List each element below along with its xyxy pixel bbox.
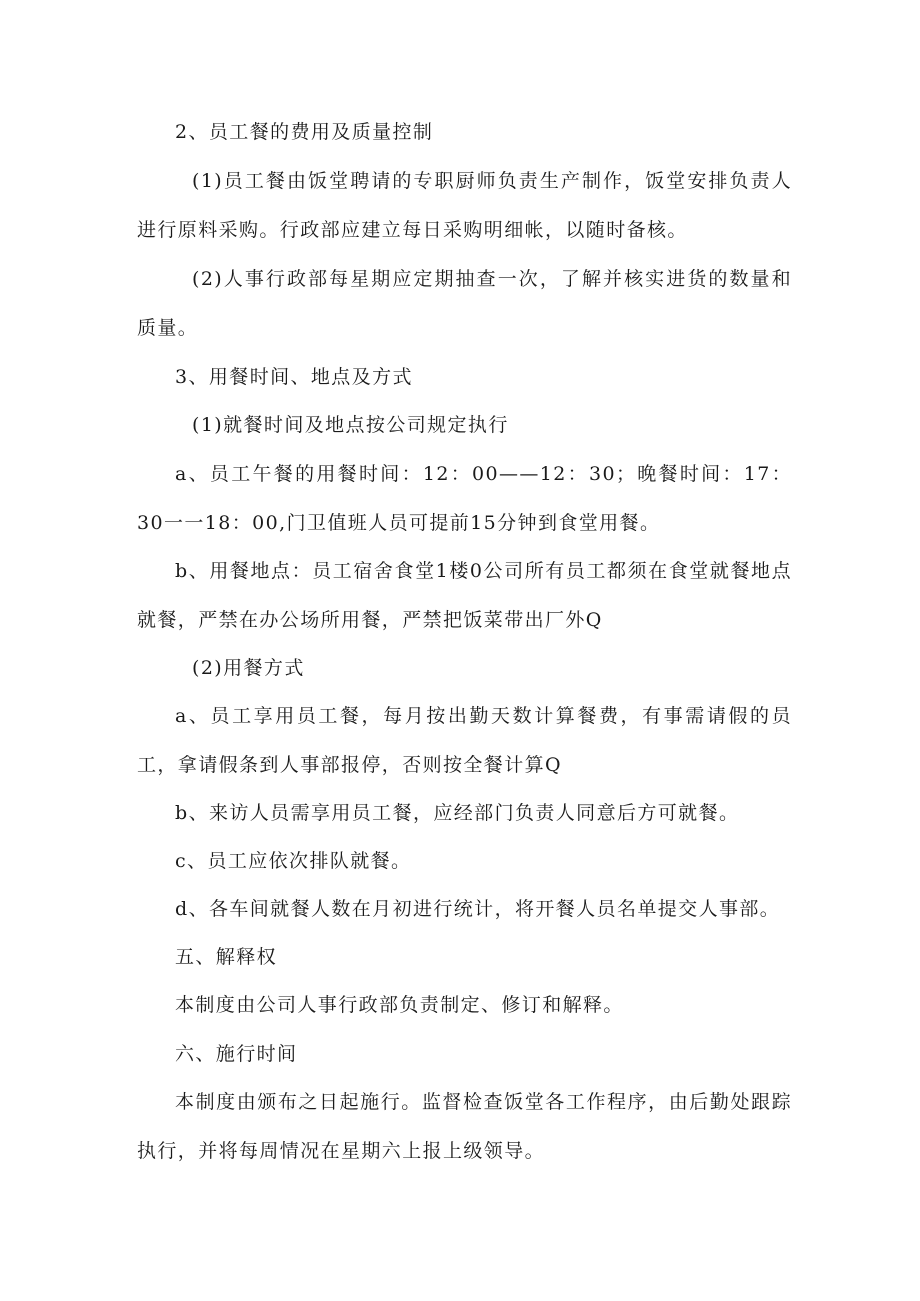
- paragraph-meal-location: b、用餐地点：员工宿舍食堂1楼0公司所有员工都须在食堂就餐地点就餐，严禁在办公场所用餐，严禁把饭菜带出厂外Q: [137, 560, 792, 631]
- section-heading-interpretation: 五、解释权: [175, 946, 278, 968]
- section-heading-meal-time-place: 3、用餐时间、地点及方式: [175, 366, 413, 388]
- paragraph-meal-times: a、员工午餐的用餐时间：12：00——12：30；晚餐时间：17：30一一18：00,门卫值班人员可提前15分钟到食堂用餐。: [137, 463, 792, 534]
- paragraph-headcount: d、各车间就餐人数在月初进行统计，将开餐人员名单提交人事部。: [175, 898, 781, 920]
- paragraph-weekly-inspection: (2)人事行政部每星期应定期抽查一次，了解并核实进货的数量和质量。: [137, 268, 792, 339]
- paragraph-interpretation: 本制度由公司人事行政部负责制定、修订和解释。: [175, 994, 624, 1016]
- subheading-meal-method: (2)用餐方式: [192, 657, 305, 679]
- section-heading-meal-cost-quality: 2、员工餐的费用及质量控制: [175, 121, 434, 143]
- paragraph-meal-production: (1)员工餐由饭堂聘请的专职厨师负责生产制作，饭堂安排负责人进行原料采购。行政部应建立每日采购明细帐，以随时备核。: [137, 170, 792, 241]
- section-heading-effective-date: 六、施行时间: [175, 1043, 298, 1065]
- paragraph-meal-fee: a、员工享用员工餐，每月按出勤天数计算餐费，有事需请假的员工，拿请假条到人事部报停，否则按全餐计算Q: [137, 705, 792, 776]
- paragraph-visitors: b、来访人员需享用员工餐，应经部门负责人同意后方可就餐。: [175, 802, 740, 824]
- paragraph-queue: c、员工应依次排队就餐。: [175, 850, 412, 872]
- subheading-time-place: (1)就餐时间及地点按公司规定执行: [192, 414, 509, 436]
- paragraph-effective-date: 本制度由颁布之日起施行。监督检查饭堂各工作程序，由后勤处跟踪执行，并将每周情况在星期六上报上级领导。: [137, 1091, 792, 1162]
